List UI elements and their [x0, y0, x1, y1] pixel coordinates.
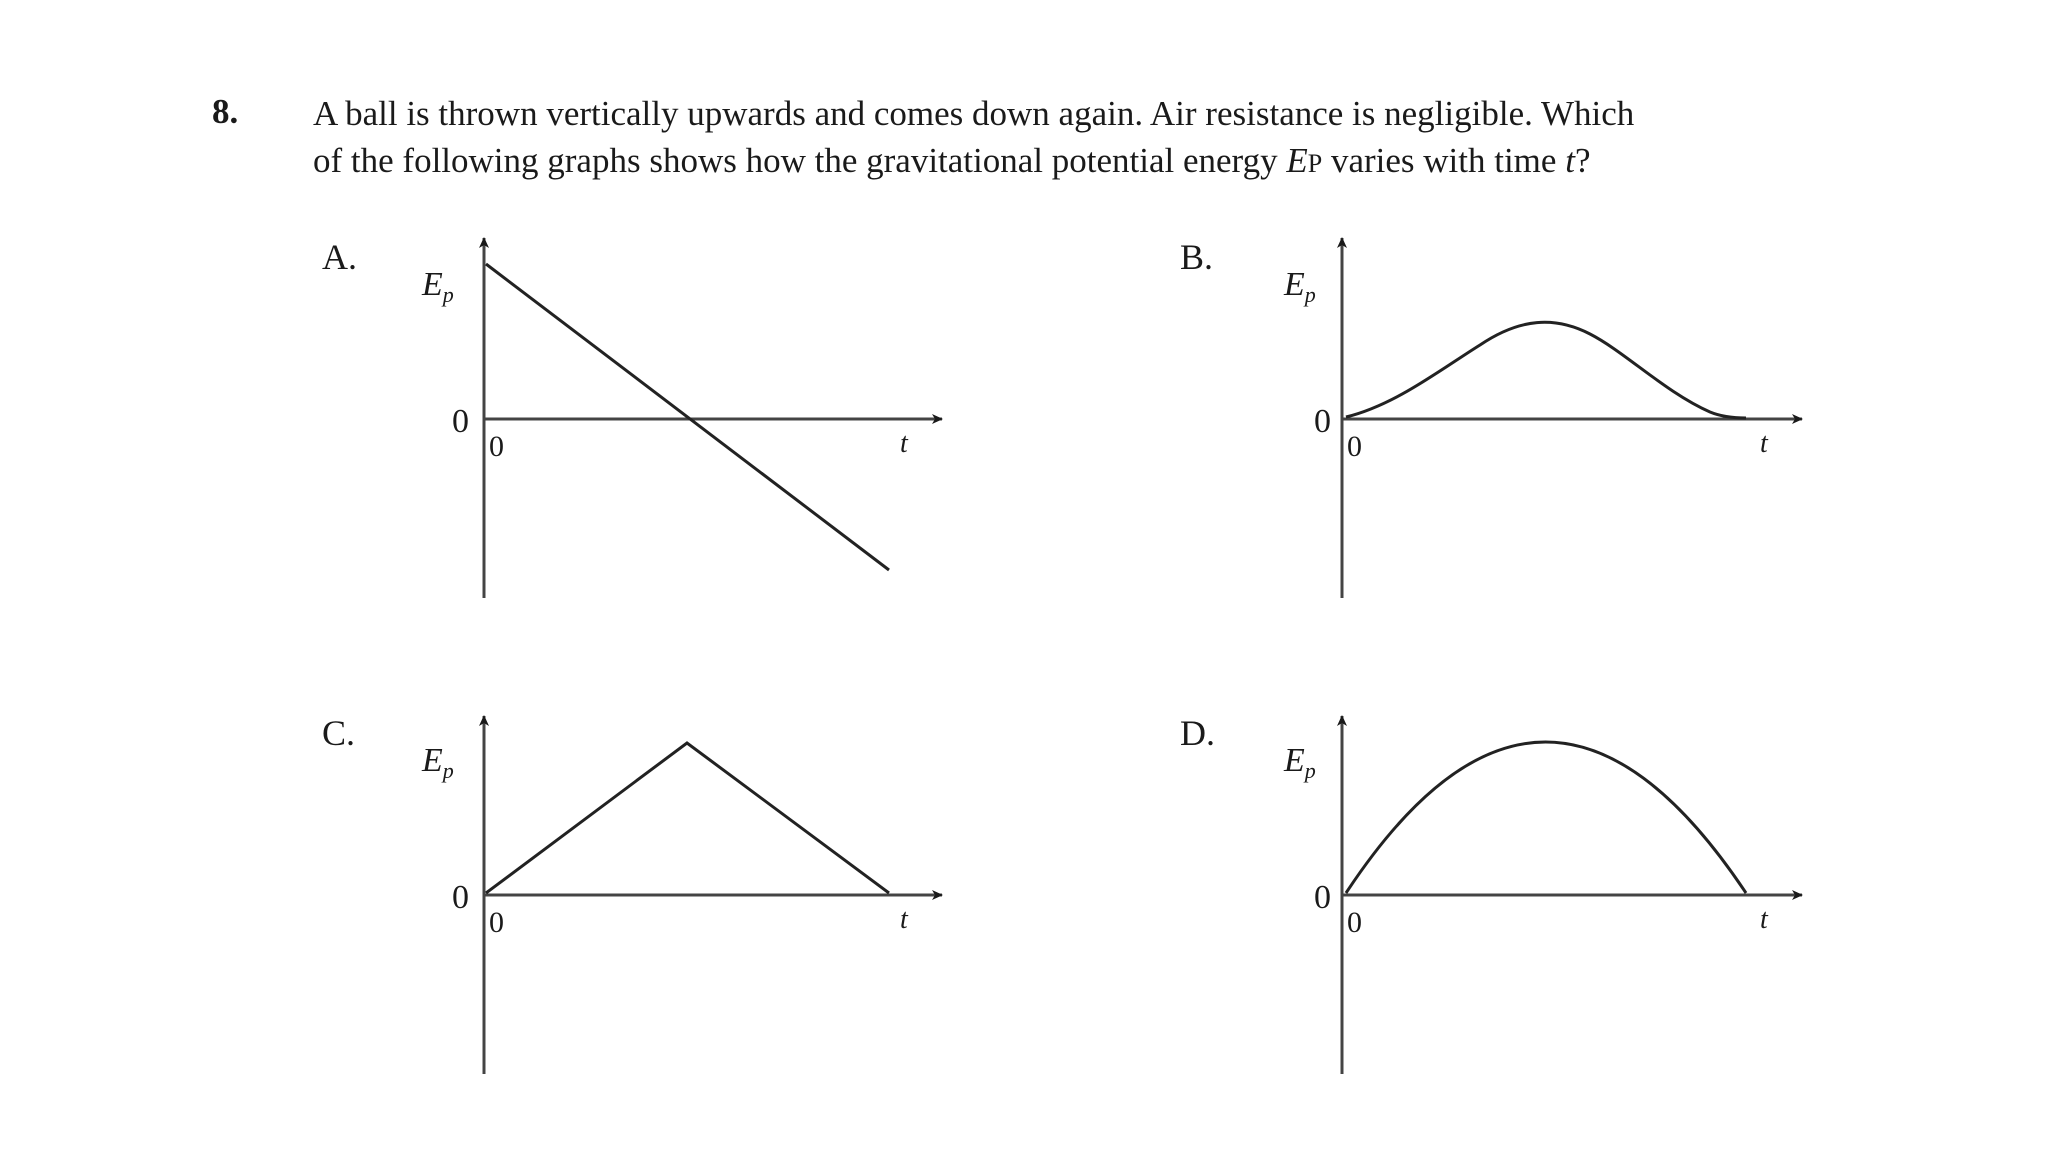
graph-b[interactable]: [1283, 238, 1802, 598]
graph-a-xlabel: t: [900, 428, 908, 459]
graph-d-ylabel: $E_p$: [1284, 742, 1316, 783]
question-line-2: of the following graphs shows how the gravitational potential energy EP varies with time t?: [313, 141, 1591, 180]
option-b-label[interactable]: B.: [1180, 237, 1214, 277]
option-d-label[interactable]: D.: [1180, 713, 1215, 753]
graph-b-xlabel: t: [1760, 428, 1768, 459]
ep-subscript: P: [1307, 149, 1323, 178]
graph-a-y-zero: 0: [452, 403, 469, 440]
graph-c-xlabel: t: [900, 904, 908, 935]
graph-d-y-zero: 0: [1314, 879, 1331, 916]
graph-b-x-zero: 0: [1347, 430, 1362, 463]
graph-d-xlabel: t: [1760, 904, 1768, 935]
graph-b-y-zero: 0: [1314, 403, 1331, 440]
graph-a-x-zero: 0: [489, 430, 504, 463]
option-a-label[interactable]: A.: [322, 237, 357, 277]
question-number: 8.: [212, 92, 239, 131]
ep-symbol: E: [1286, 141, 1308, 180]
graph-b-ylabel: $E_p$: [1284, 266, 1316, 307]
graph-d-curve: [1346, 742, 1746, 893]
graph-c-y-zero: 0: [452, 879, 469, 916]
graph-c-x-zero: 0: [489, 906, 504, 939]
graph-a-curve: [486, 264, 889, 570]
t-symbol: t: [1565, 141, 1575, 180]
question-line-1: A ball is thrown vertically upwards and comes down again. Air resistance is negligible. Which: [313, 94, 1635, 133]
graph-c-ylabel: $E_p$: [422, 742, 454, 783]
graph-a[interactable]: [421, 238, 942, 598]
graph-c-curve: [486, 743, 889, 893]
graph-d-x-zero: 0: [1347, 906, 1362, 939]
graph-c[interactable]: [421, 716, 942, 1074]
graph-b-curve: [1346, 322, 1746, 418]
graph-d[interactable]: [1283, 716, 1802, 1074]
graph-a-ylabel: $E_p$: [422, 266, 454, 307]
option-c-label[interactable]: C.: [322, 713, 356, 753]
